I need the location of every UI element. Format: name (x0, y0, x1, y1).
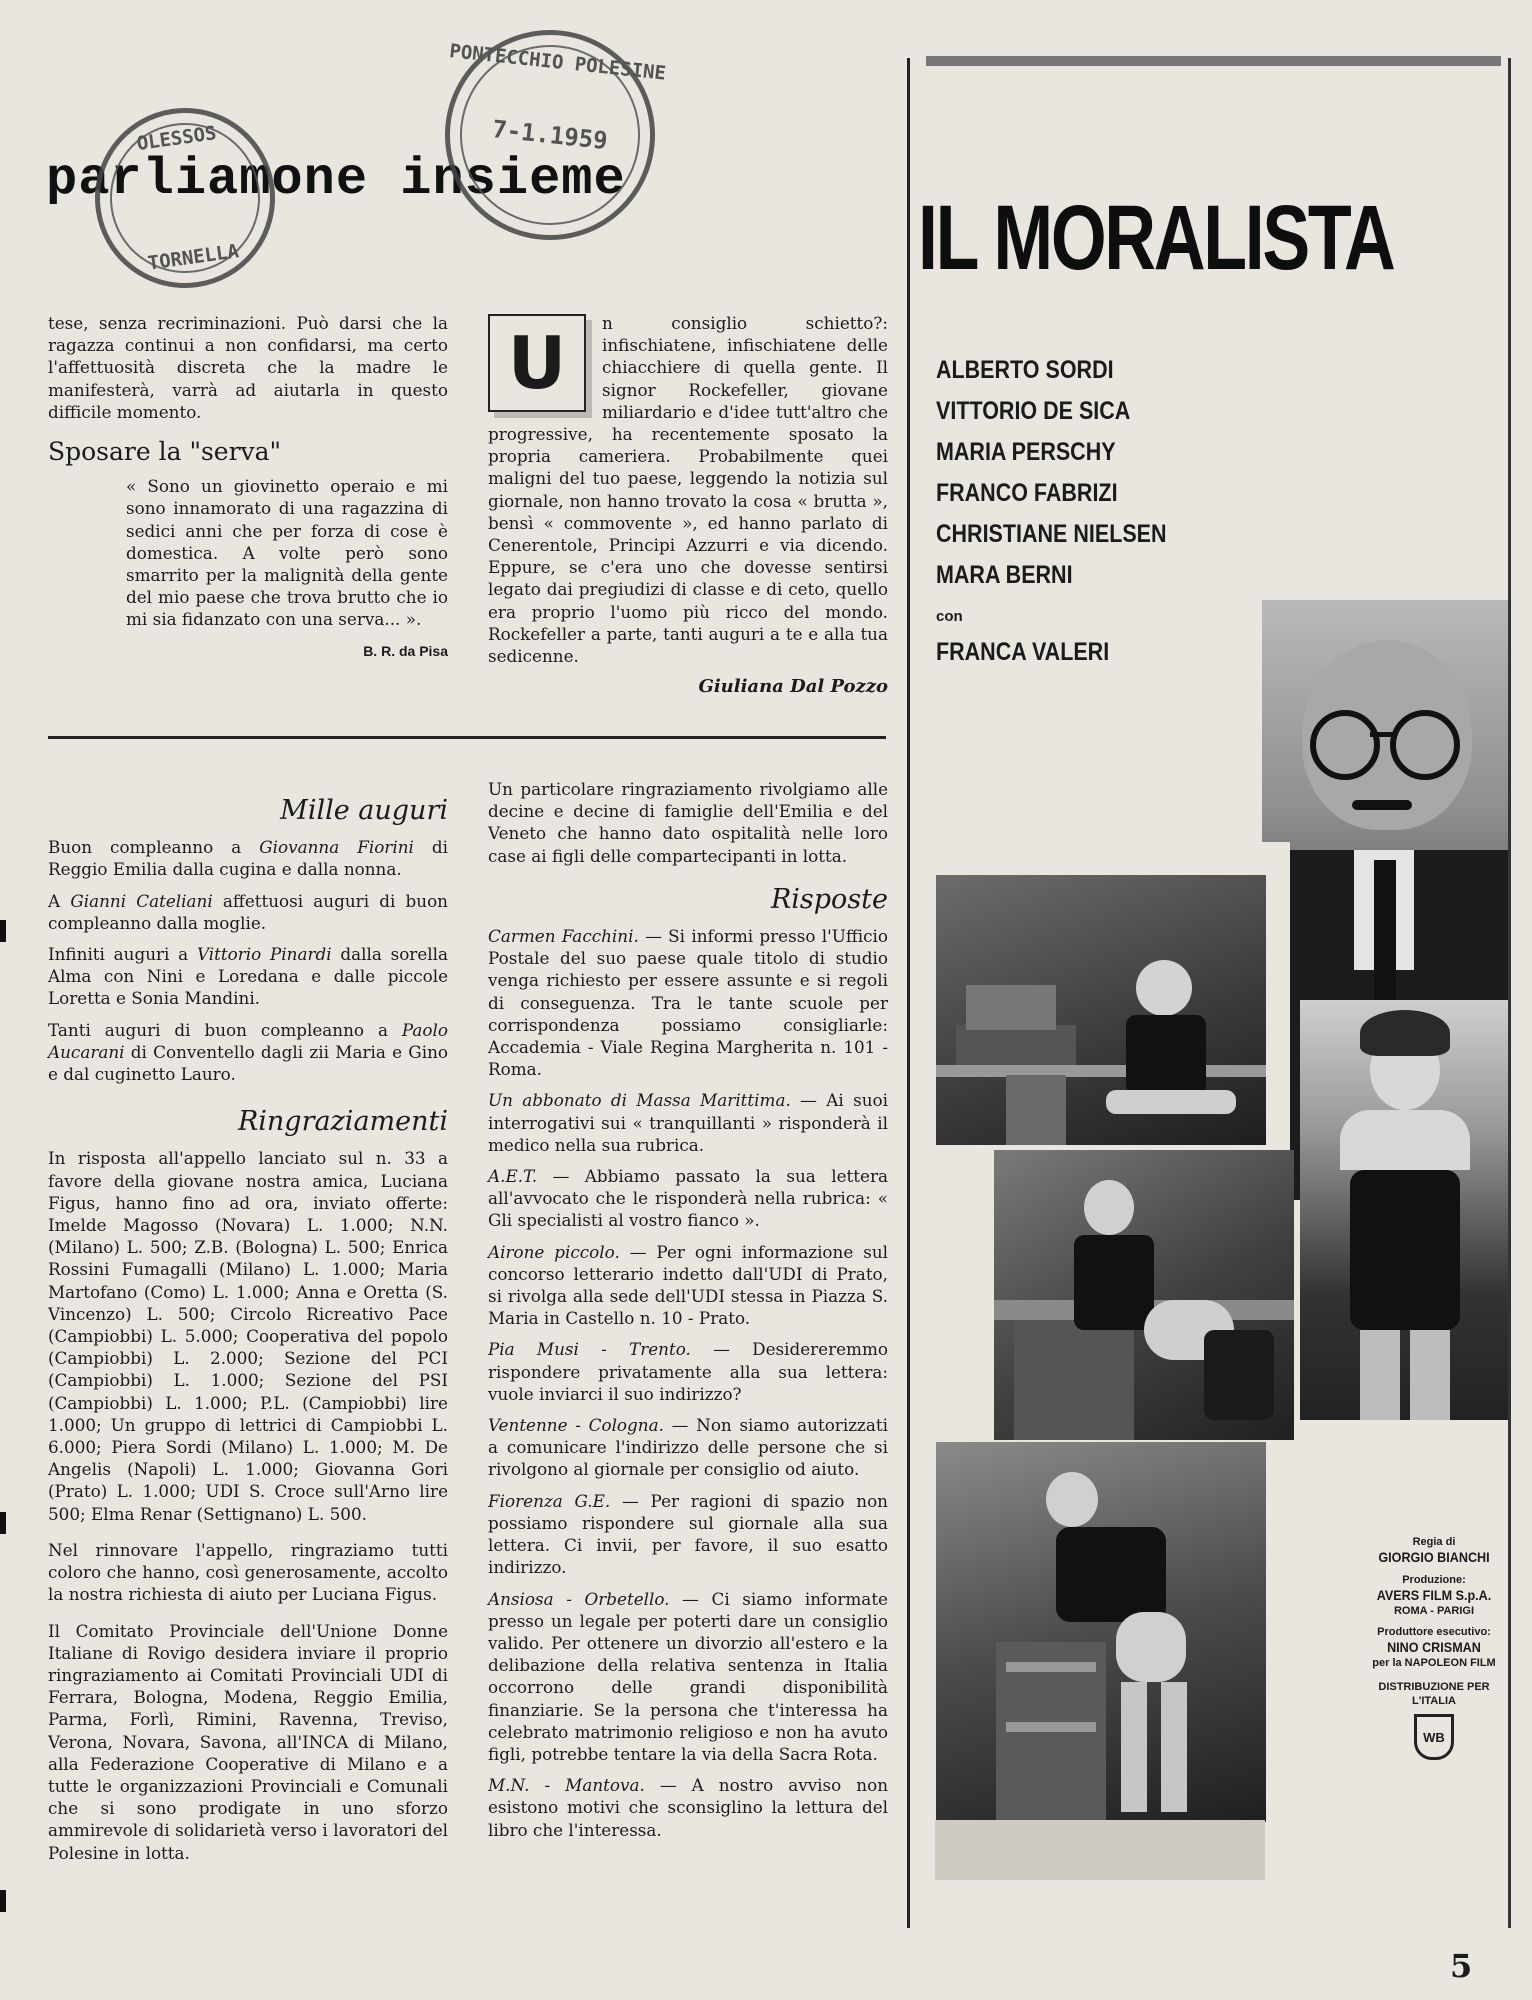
column-3 (48, 788, 448, 1873)
thanks-paragraph: Il Comitato Provinciale dell'Unione Donne Italiane di Rovigo desidera inviare il proprio ringraziamento ai Comitati Provinciali UDI di Ferrara, Bologna, Modena, Reggio Emilia, Parma, Forlì, Rimini, Ravenna, Treviso, Verona, Novara, Savona, all'INCA di Milano, alla Federazione Cooperative di Milano e a tutte le organizzazioni Provinciali e Comunali che si sono prodigate in uno sforzo ammirevole di solidarietà verso i lavoratori del Polesine in lotta. (48, 1620, 448, 1863)
thanks-paragraph: Nel rinnovare l'appello, ringraziamo tutti coloro che hanno, così generosamente, accolto la nostra richiesta di aiuto per Luciana Figus. (48, 1539, 448, 1605)
answer-paragraph (488, 1165, 888, 1232)
answer-recipient: Ansiosa - Orbetello. (488, 1588, 670, 1609)
answer-paragraph (488, 1588, 888, 1766)
greeting-text: di Reggio Emilia dalla cugina e dalla nonna. (48, 837, 448, 880)
greeting-name: Vittorio Pinardi (196, 944, 332, 965)
warner-bros-logo: WB (1414, 1714, 1454, 1760)
greeting-text: di Conventello dagli zii Maria e Gino e dal cuginetto Lauro. (48, 1041, 448, 1085)
cast-member: ALBERTO SORDI (936, 356, 1114, 384)
answer-text: — Ci siamo informate presso un legale per poterti dare un consiglio valido. Per ottenere un divorzio all'estero e la delibazione della relativa sentenza in Italia occorrono delle grandi disponibilità finanziarie. Se la persona che t'interessa ha celebrato matrimonio religioso e non ha avuto figli, potrebbe tentare la via della Sacra Rota. (488, 1588, 888, 1764)
produzione-city: ROMA - PARIGI (1393, 1605, 1475, 1617)
heading-risposte: Risposte (770, 883, 888, 915)
reply-paragraph: n consiglio schietto?: infischiatene, infischiatene delle chiacchiere di quella gente. Il signor Rockefeller, giovane miliardario e d'idee tutt'altro che progressive, ha recentemente sposato la propria cameriera. Probabilmente quei maligni del tuo paese, leggendo la notizia sul giornale, non hanno trovato la cosa « brutta », bensì « commovente », ed hanno parlato di Cenerentole, Principi Azzurri e via dicendo. Eppure, se c'era uno che dovesse sentirsi legato dai pregiudizi di classe e di ceto, quello era proprio l'uomo più ricco del mondo. Rockefeller a parte, tanti auguri a te e alla tua sedicenne. (488, 313, 888, 667)
answer-text: — Ai suoi interrogativi sui « tranquillanti » risponderà il medico nella sua rubrica. (488, 1090, 888, 1155)
answer-paragraph (488, 1338, 888, 1405)
scene-photo-typewriter (936, 875, 1266, 1145)
answer-paragraph (488, 1414, 888, 1481)
produzione-name: AVERS FILM S.p.A. (1376, 1587, 1492, 1603)
greeting-paragraph (48, 836, 448, 880)
scene-photo-cabinet (936, 1442, 1266, 1822)
ad-top-bar (926, 56, 1501, 66)
greeting-paragraph (48, 943, 448, 1010)
produttore-label: Produttore esecutivo: (1377, 1626, 1491, 1638)
edge-mark (0, 1512, 6, 1534)
heading-mille-auguri: Mille auguri (280, 795, 448, 826)
drop-cap: U (488, 314, 586, 412)
film-title: IL MORALISTA (918, 187, 1394, 289)
answer-text: — Per ragioni di spazio non possiamo rispondere sul giornale alla sua lettera. Ci invii, per favore, il suo esatto indirizzo. (488, 1490, 888, 1578)
cast-member: FRANCO FABRIZI (936, 479, 1118, 507)
greeting-text: dalla sorella Alma con Nini e Loredana e dalle piccole Loretta e Sonia Mandini. (48, 944, 448, 1009)
produttore-company: per la NAPOLEON FILM (1372, 1657, 1496, 1669)
answer-paragraph (488, 1490, 888, 1579)
greeting-name: Paolo Aucarani (48, 1019, 448, 1062)
thanks-paragraph: In risposta all'appello lanciato sul n. 33 a favore della giovane nostra amica, Luciana Figus, hanno fino ad ora, inviato offerte: Imelde Magosso (Novara) L. 1.000; N.N. (Milano) L. 500; Z.B. (Bologna) L. 500; Enrica Rossini Fumagalli (Milano) L. 1.000; Maria Martofano (Como) L. 1.000; Anna e Oretta (S. Vincenzo) L. 500; Circolo Ricreativo Pace (Campiobbi) L. 5.000; Cooperativa del popolo (Campiobbi) L. 2.000; Sezione del PCI (Campiobbi) L. 1.000; Sezione del PSI (Campiobbi) L. 1.000; P.L. (Campiobbi) lire 1.000; Un gruppo di lettrici di Campiobbi L. 6.000; Piera Sordi (Milano) L. 1.000; M. De Angelis (Napoli) L. 1.000; Giovanna Gori (Prato) L. 1.000; UDI S. Croce sull'Arno lire 500; Elma Renar (Settignano) L. 500. (48, 1148, 448, 1524)
film-credits (1368, 1535, 1500, 1760)
regia-label: Regia di (1412, 1536, 1456, 1548)
greeting-name: Giovanna Fiorini (259, 837, 414, 858)
answer-recipient: Airone piccolo. (488, 1241, 620, 1262)
cast-member: MARIA PERSCHY (936, 438, 1116, 466)
greeting-text: Buon compleanno a (48, 837, 260, 858)
answer-text: — Desidereremmo rispondere privatamente alla sua lettera: vuole inviarci il suo indirizzo? (488, 1339, 888, 1404)
section-title: parliamone insieme (46, 150, 626, 209)
answer-text: — Si informi presso l'Ufficio Postale del suo paese quale titolo di studio venga richiesto per essere assunte e si regoli di conseguenza. Tra le tante scuole per corrispondenza possiamo consigliarle: Accademia - Viale Regina Margherita n. 101 - Roma. (488, 926, 889, 1080)
actress-corset-photo (1300, 1000, 1508, 1420)
answer-recipient: A.E.T. (488, 1166, 538, 1187)
postmark-stamp-right (435, 20, 666, 251)
reply-author: Giuliana Dal Pozzo (698, 676, 888, 698)
produzione-label: Produzione: (1402, 1574, 1466, 1586)
answer-recipient: Ventenne - Cologna. (488, 1415, 664, 1436)
cast-costar: FRANCA VALERI (936, 638, 1110, 666)
produttore-name: NINO CRISMAN (1387, 1639, 1481, 1655)
greeting-text: affettuosi auguri di buon compleanno dalla moglie. (48, 890, 448, 933)
stamp-right-date: 7-1.1959 (491, 115, 609, 155)
cast-con: con (936, 608, 963, 625)
mille-auguri-list (48, 836, 448, 1085)
edge-mark (0, 920, 6, 942)
page-number: 5 (1450, 1947, 1473, 1985)
regia-name: GIORGIO BIANCHI (1378, 1549, 1490, 1565)
subhead-sposare: Sposare la "serva" (48, 437, 282, 467)
postmark-stamp-left (83, 96, 286, 299)
answer-recipient: Fiorenza G.E. (488, 1490, 611, 1511)
answer-recipient: M.N. - Mantova. (488, 1775, 645, 1796)
answer-text: — Per ogni informazione sul concorso letterario indetto dall'UDI di Prato, si rivolga alla sede dell'UDI stessa in Piazza S. Maria in Castello n. 10 - Prato. (488, 1241, 888, 1329)
scene-photo-desk (994, 1150, 1294, 1440)
edge-mark (0, 1890, 6, 1912)
answer-paragraph (488, 1774, 888, 1841)
column-2 (488, 312, 888, 698)
greeting-text: Infiniti auguri a (48, 944, 197, 965)
greeting-text: Tanti auguri di buon compleanno a (48, 1019, 402, 1040)
answer-recipient: Pia Musi - Trento. (488, 1339, 691, 1360)
column-1 (48, 312, 448, 662)
answer-text: — Non siamo autorizzati a comunicare l'indirizzo delle persone che si rivolgono al giornale per consiglio od aiuto. (488, 1415, 888, 1480)
stamp-left-bottom: TORNELLA (146, 240, 241, 275)
cast-member: CHRISTIANE NIELSEN (936, 520, 1167, 548)
answers-list (488, 925, 888, 1841)
answer-text: — A nostro avviso non esistono motivi che sconsiglino la lettura del libro che l'interessa. (488, 1775, 888, 1840)
answer-paragraph (488, 1241, 888, 1330)
letter-signature: B. R. da Pisa (363, 642, 448, 659)
heading-ringraziamenti: Ringraziamenti (237, 1106, 448, 1138)
answer-paragraph (488, 1089, 888, 1156)
answer-recipient: Un abbonato di Massa Marittima. (488, 1090, 791, 1111)
cast-member: VITTORIO DE SICA (936, 397, 1131, 425)
cast-list (936, 356, 1204, 679)
horizontal-divider (48, 736, 886, 739)
photo-strip-base (935, 1820, 1265, 1880)
greeting-name: Gianni Cateliani (70, 890, 213, 911)
distribuzione-label: DISTRIBUZIONE PER L'ITALIA (1378, 1681, 1490, 1707)
thanks-paragraph: Un particolare ringraziamento rivolgiamo alle decine e decine di famiglie dell'Emilia e del Veneto che hanno dato ospitalità nelle loro case ai figli delle compartecipanti in lotta. (488, 779, 888, 866)
ringraziamenti-list (48, 1147, 448, 1863)
cast-member: MARA BERNI (936, 561, 1073, 589)
answer-paragraph (488, 925, 888, 1080)
intro-paragraph: tese, senza recriminazioni. Può darsi che la ragazza continui a non confidarsi, ma certo l'affettuosità discreta che la madre le manifesterà, varrà ad aiutarla in questo difficile momento. (48, 313, 448, 422)
reader-letter: « Sono un giovinetto operaio e mi sono innamorato di una ragazzina di sedici anni che per forza di cose è domestica. A volte però sono smarrito per la malignità della gente del mio paese che trova brutto che io mi sia fidanzato con una serva... ». (126, 476, 448, 630)
stamp-left-top: OLESSOS (135, 122, 218, 156)
vertical-divider (907, 58, 910, 1928)
greeting-paragraph (48, 890, 448, 934)
stamp-right-top: PONTECCHIO POLESINE (448, 40, 667, 85)
right-edge-rule (1508, 58, 1511, 1928)
answer-text: — Abbiamo passato la sua lettera all'avvocato che le risponderà nella rubrica: « Gli specialisti al vostro fianco ». (488, 1166, 888, 1231)
answer-recipient: Carmen Facchini. (488, 926, 639, 947)
column-4 (488, 778, 888, 1850)
greeting-text: A (48, 890, 71, 911)
greeting-paragraph (48, 1019, 448, 1086)
